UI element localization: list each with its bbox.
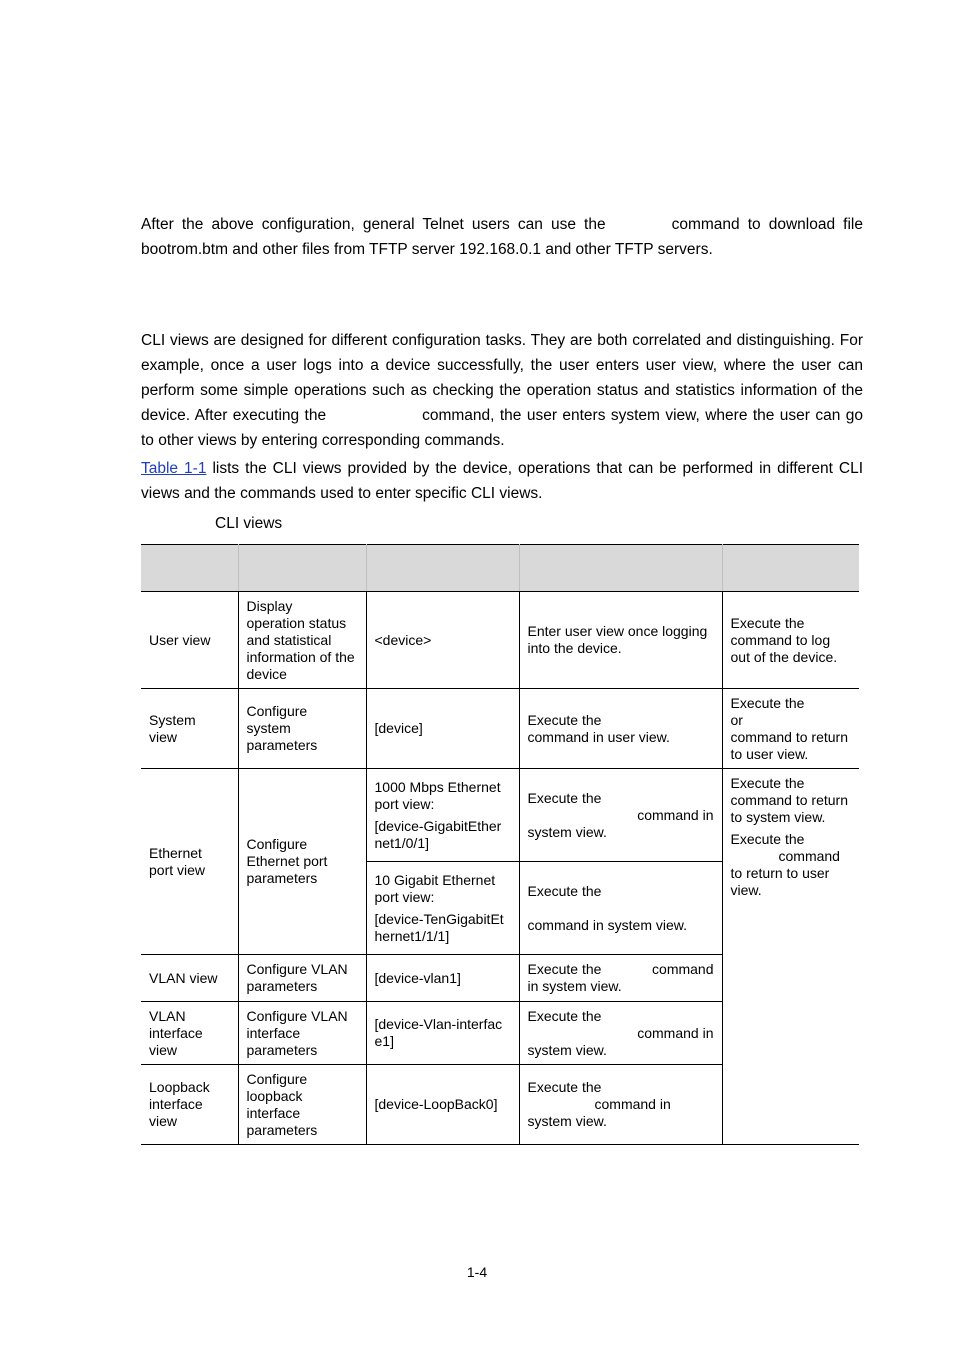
quit-line: view.	[730, 882, 762, 898]
enter-line: Execute the	[527, 1007, 602, 1024]
view-name-cell	[141, 769, 238, 955]
quit-line: to return to user	[730, 865, 830, 881]
prompt-label-line: port view:	[374, 888, 435, 905]
enter-line: system view.	[527, 1041, 607, 1058]
enter-line: Execute the	[527, 1079, 602, 1095]
table-reference-text: lists the CLI views provided by the device, operations that can be performed in different CLI views and the commands used to enter specific CLI views.	[141, 460, 868, 502]
quit-line: Execute the	[730, 614, 805, 631]
enter-line: Execute the	[527, 882, 602, 899]
function-line: device	[246, 665, 287, 682]
function-line: system	[246, 720, 291, 736]
enter-line: in system view.	[527, 978, 622, 994]
table-reference-paragraph	[141, 456, 868, 506]
function-line: and statistical	[246, 631, 332, 648]
function-line: Ethernet port	[246, 853, 328, 869]
table-row-ethernet-ge	[141, 769, 859, 862]
enter-text: Execute the	[527, 961, 602, 977]
prompt-cell	[366, 592, 519, 689]
view-name-line: interface	[149, 1096, 203, 1112]
cli-views-text-start: CLI views are designed for different configuration tasks. They are both correlated and distinguishing. For example, once a user logs into a device successfully, the user enters user view, where the user can perform some simple operations such as checking the operation status and statistics information of the device. After executing the	[141, 332, 868, 424]
prompt-text: [device-LoopBack0]	[374, 1096, 498, 1112]
view-name: VLAN view	[149, 969, 218, 986]
prompt-value-line: [device-TenGigabitEt	[374, 910, 504, 927]
prompt-label-line: port view:	[374, 795, 435, 812]
function-line: Configure VLAN	[246, 1007, 348, 1024]
function-line: parameters	[246, 1121, 318, 1138]
cli-views-text-end: command, the user enters system view, where the user can go to other views by entering corresponding commands.	[141, 407, 868, 449]
view-name-line: VLAN	[149, 1007, 186, 1024]
function-line: Configure	[246, 1070, 308, 1087]
quit-line: command to return	[730, 792, 848, 808]
enter-line: command in user view.	[527, 728, 670, 745]
prompt-cell	[366, 955, 519, 1002]
view-name-cell	[141, 592, 238, 689]
function-cell	[238, 955, 366, 1002]
quit-line: command	[778, 848, 840, 864]
function-line: parameters	[246, 1041, 318, 1058]
enter-line: Enter user view once logging	[527, 623, 708, 639]
prompt-label	[375, 779, 511, 813]
cli-views-table	[141, 544, 859, 1145]
enter-method-cell	[519, 1002, 722, 1065]
prompt-value	[375, 818, 511, 852]
quit-line: out of the device.	[730, 648, 838, 665]
enter-line: into the device.	[527, 640, 622, 656]
view-name-line: port view	[149, 861, 206, 878]
function-line: interface	[246, 1024, 301, 1041]
intro-paragraph	[141, 212, 868, 262]
view-name-line: view	[149, 1113, 178, 1129]
view-name-cell	[141, 689, 238, 769]
table-header-row	[141, 545, 859, 592]
quit-line: to user view.	[730, 745, 809, 762]
quit-method-cell	[722, 592, 859, 689]
view-name-cell	[141, 1065, 238, 1145]
function-line: interface	[246, 1104, 301, 1121]
prompt-label-line: 10 Gigabit Ethernet	[374, 871, 496, 888]
prompt-cell	[366, 1065, 519, 1145]
view-name-line: Ethernet	[149, 844, 202, 861]
prompt-text: <device>	[374, 631, 432, 648]
enter-method-cell	[519, 689, 722, 769]
header-cell	[238, 545, 366, 592]
header-cell	[141, 545, 238, 592]
function-cell	[238, 769, 366, 955]
cli-views-paragraph	[141, 328, 868, 453]
function-cell	[238, 1065, 366, 1145]
view-name-line: view	[149, 728, 178, 745]
header-cell	[366, 545, 519, 592]
quit-line: or	[730, 711, 743, 728]
function-line: operation status	[246, 614, 347, 631]
prompt-value	[375, 911, 511, 945]
quit-line: Execute the	[730, 831, 805, 847]
enter-line: system view.	[527, 1113, 607, 1129]
function-cell	[238, 592, 366, 689]
enter-method-cell	[519, 769, 722, 862]
quit-to-system	[731, 775, 852, 826]
prompt-value-line: [device-GigabitEther	[374, 817, 502, 834]
intro-text-start: After the above configuration, general Telnet users can use the	[141, 216, 606, 233]
view-name-cell	[141, 1002, 238, 1065]
quit-method-cell	[722, 769, 859, 1145]
prompt-value-line: net1/0/1]	[374, 834, 429, 851]
quit-line: Execute the	[730, 694, 805, 711]
table-caption: CLI views	[215, 515, 283, 532]
prompt-cell	[366, 689, 519, 769]
table-1-1-link[interactable]: Table 1-1	[141, 460, 207, 477]
prompt-line: [device-Vlan-interfac	[374, 1016, 503, 1032]
table-row-user-view	[141, 592, 859, 689]
view-name: User view	[149, 631, 211, 648]
function-line: Configure	[246, 836, 308, 852]
prompt-cell	[366, 1002, 519, 1065]
quit-line: to system view.	[730, 809, 826, 825]
function-line: loopback	[246, 1087, 303, 1104]
intro-text-end: command to download file bootrom.btm and other files from TFTP server 192.168.0.1 and other TFTP servers.	[141, 216, 868, 258]
prompt-text: [device]	[374, 720, 423, 736]
enter-line: command in	[637, 806, 714, 823]
prompt-label-line: 1000 Mbps Ethernet	[374, 778, 501, 795]
enter-line: Execute the	[527, 711, 602, 728]
enter-line: Execute the	[527, 789, 602, 806]
enter-method-cell	[519, 862, 722, 955]
function-line: parameters	[246, 978, 318, 994]
function-line: parameters	[246, 737, 318, 753]
enter-method-cell	[519, 955, 722, 1002]
header-cell	[519, 545, 722, 592]
prompt-value-line: hernet1/1/1]	[374, 927, 450, 944]
enter-line	[528, 961, 714, 978]
view-name-line: interface	[149, 1024, 203, 1041]
function-line: Configure VLAN	[246, 961, 348, 977]
prompt-label	[375, 872, 511, 906]
view-name-line: view	[149, 1041, 178, 1058]
function-line: Display	[246, 597, 293, 614]
quit-method-cell	[722, 689, 859, 769]
quit-line: Execute the	[730, 775, 805, 791]
enter-line: command in	[594, 1096, 671, 1112]
prompt-text: [device-vlan1]	[374, 969, 461, 986]
quit-line: command to log	[730, 631, 831, 648]
table-row-system-view	[141, 689, 859, 769]
prompt-cell	[366, 769, 519, 862]
enter-line: command in system view.	[527, 916, 687, 933]
view-name-cell	[141, 955, 238, 1002]
prompt-line: e1]	[374, 1033, 394, 1049]
prompt-cell	[366, 862, 519, 955]
view-name-line: Loopback	[149, 1079, 210, 1095]
enter-line: system view.	[527, 823, 607, 840]
enter-method-cell	[519, 1065, 722, 1145]
function-line: Configure	[246, 703, 308, 719]
function-line: information of the	[246, 648, 355, 665]
function-cell	[238, 1002, 366, 1065]
page-number: 1-4	[466, 1264, 488, 1280]
header-cell	[722, 545, 859, 592]
quit-line: command to return	[730, 728, 848, 745]
command-gap	[528, 900, 714, 917]
enter-method-cell	[519, 592, 722, 689]
quit-to-user	[731, 831, 852, 899]
enter-text: command	[652, 961, 714, 977]
view-name-line: System	[149, 711, 196, 728]
function-line: parameters	[246, 870, 318, 886]
enter-line: command in	[637, 1024, 714, 1041]
function-cell	[238, 689, 366, 769]
